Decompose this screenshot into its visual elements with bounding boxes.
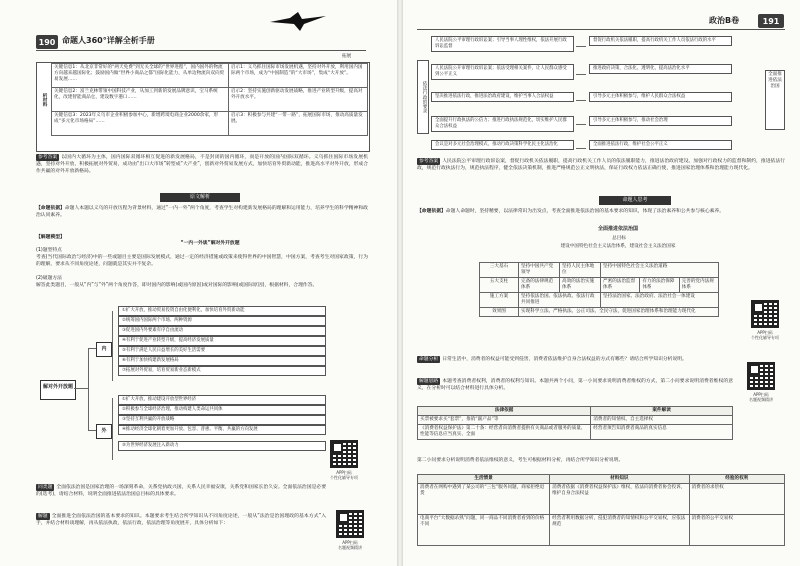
question2-paragraph <box>417 356 733 363</box>
qr-caption: APP扫码 名题视频精讲 <box>338 540 362 550</box>
answer-paragraph <box>36 154 368 175</box>
material-rows <box>51 63 368 136</box>
q2-tag: 命题分析 <box>419 357 439 362</box>
table-cell: 《消费者权益保护法》第二十条：经营者向消费者提供有关商品或者服务的质量、性能等信息应当真实、全面 <box>418 425 591 440</box>
table-cell: 买票被要求买“套票”，推销“副产品”等 <box>418 416 591 425</box>
flow-box: 全面提升行政执法的公信力；推进行政执法规范化，切实维护人民群众合法权益 <box>431 116 574 132</box>
material-label: 析材料 <box>42 93 47 107</box>
mindmap-outer-node: 外 <box>96 424 112 439</box>
flow-box: 坚决推进依法行政，推进法治政府建设，维护当事人合法权益 <box>431 92 574 102</box>
answer-tag: 参考答案 <box>38 155 58 160</box>
qr-code-icon[interactable] <box>336 510 364 538</box>
column-header: 生活情景 <box>418 475 550 484</box>
connector <box>88 348 89 430</box>
mindmap-inner-node: 内 <box>96 342 112 357</box>
grid-cell: 坚持中国共产党领导 <box>519 263 560 278</box>
grid-cell: 有力的法治保障体系 <box>640 278 679 293</box>
table-cell: 消费者依据《消费者权益保护法》维权，依法向消费者协会投诉，维护自身合法权益 <box>550 484 689 515</box>
qr-caption: APP扫码 名题视频精讲 <box>749 392 773 402</box>
flow-arrow <box>576 124 586 125</box>
flow-arrow <box>576 74 586 75</box>
table-cell: 消费者的知情权、自主选择权 <box>591 416 733 425</box>
connector <box>88 348 96 349</box>
table-header-row <box>418 407 733 416</box>
page-header-title: 命题人360°详解全析手册 <box>62 36 155 45</box>
table-row <box>418 484 785 515</box>
answer-paragraph <box>417 158 785 172</box>
table-cell: 消费者在网购中遇到了某公司的“三包”服务问题，商家拒绝退货 <box>418 484 550 515</box>
material-key: 关键信息1：从北京非常好的“两天免费”到无关全球的“世界进程”，国内国外的物流方向越来越国际化；鼓励国内做“世界小商品之都”国际化能力，从单边物流向双向贸易发展…… <box>52 64 229 88</box>
flow-result-box: 推进政府决策，合法化、透明化，提高法治化水平 <box>589 64 732 74</box>
table-cell: 电商平台“大数据杀熟”问题，同一商品不同消费者看到的价格不同 <box>418 515 550 546</box>
rights-table <box>417 474 785 546</box>
connector <box>88 430 96 431</box>
flow-conclusion: 全面推进依法治国 <box>765 70 785 130</box>
qr-caption: APP扫码 个性化辅导专项 <box>330 470 358 480</box>
material-insight: 启示2：坚持实施创新驱动发展战略，推进产业转型升级，提高对外开放水平。 <box>228 88 367 112</box>
grid-cell: 坚持依法治国、依法执政、依法行政共同推进 <box>519 293 601 308</box>
mindmap-center: 解对外开放题 <box>40 380 76 400</box>
left-page <box>0 0 397 566</box>
principle-grid <box>479 262 719 317</box>
flow-arrow <box>576 100 586 101</box>
qr-code-icon[interactable] <box>751 300 779 328</box>
diagram-title: 全面推进依法治国 <box>597 226 638 232</box>
method-label: 【解题模型】 <box>36 235 65 240</box>
table-row <box>480 278 719 293</box>
step2-text: 解答此类题目，一般从“内”与“外”两个角度作答，即对国内的影响(或国内原因)或对国际的影响(或国际原因)，根据材料，合理作答。 <box>36 283 318 288</box>
connector <box>112 398 113 460</box>
grid-cell: 坚持法治国家、法治政府、法治社会一体建设 <box>601 293 719 308</box>
outer-item: ⑤为世界经济发展注入新动力 <box>118 441 326 451</box>
command-label: 【命题依据】 <box>417 209 446 214</box>
column-header: 材料知识 <box>550 475 689 484</box>
column-header: 经验的权利 <box>689 475 784 484</box>
table-row <box>480 263 719 278</box>
section-title: 命题人思考 <box>599 196 671 205</box>
column-header: 法律依据 <box>418 407 591 416</box>
law-table-grid <box>417 406 733 440</box>
rights-table-grid <box>417 474 785 546</box>
grid-cell: 坚持人民主体地位 <box>560 263 601 278</box>
material-insight: 启示1：义乌抓住国际市场发展机遇，坚持对外开放，利用国内国际两个市场，成为“中国制造”的“大市场”，集成“大开放”。 <box>228 64 367 88</box>
outer-item: ②积极参与全球经济治理，推动构建人类命运共同体 <box>118 405 326 415</box>
row-label: 三大基石 <box>480 263 519 278</box>
foot-text: 全面依法治国是国家治理的一场深刻革命，关系党执政兴国，关系人民幸福安康，关系党和国家长治久安。全面依法治国是必要的(选考)，请结合材料，说明全面推进依法治国总目标的具体要求。 <box>36 485 326 497</box>
flow-box: 人民法院公开审理行政诉讼案；依法受理相关案件，让人民群众感受到公平正义 <box>431 64 574 80</box>
row-label: 五大支柱 <box>480 278 519 293</box>
command-label: 【命题依据】 <box>36 206 65 211</box>
grid-cell: 实现科学立法、严格执法、公正司法、全民守法，促进国家治理体系和治理能力现代化 <box>519 308 719 317</box>
foot-paragraph-1 <box>36 484 326 498</box>
table-row <box>418 515 785 546</box>
table-row <box>418 416 733 425</box>
q2-tag: 解题思路 <box>419 379 439 384</box>
inner-item: ④有利于促进产业转型升级，提高经济发展质量 <box>118 336 326 346</box>
inner-item: ①扩大开放，推动贸易投资自由化便利化，加快培育外贸新动能 <box>118 306 326 316</box>
qr-code-icon[interactable] <box>330 440 358 468</box>
command-paragraph <box>36 205 368 219</box>
inner-item: ⑤有利于满足人民日益增长的美好生活需要 <box>118 346 326 356</box>
law-table <box>417 406 733 440</box>
flow-arrow <box>576 46 586 47</box>
inner-item: ⑥有利于加快构建新发展格局 <box>118 356 326 366</box>
qr-code-icon[interactable] <box>747 362 775 390</box>
question2-analysis <box>417 378 733 392</box>
command-text: 命题人本题以义乌的开放历程为背景材料，通过“一内一外”两个角度，考查学生对构建新发展格局的理解和运用能力，培养学生的科学精神和政治认同素养。 <box>36 206 368 218</box>
table-row <box>52 112 368 136</box>
answer-text: 以国内大循环为主体，国内国际双循环相互促进的新发展格局，不是封闭的国内循环，而是开放的国内国际双循环。义乌抓住国际市场发展机遇，坚持对外开放，积极拓展对外贸易，成功由“出口大市场”转型成“大产业”，创新对外贸易发展方式，加快培育外贸新动能，推进高水平对外开放，形成合作共赢的对外开放新格局。 <box>36 155 368 174</box>
page-number: 191 <box>758 14 784 28</box>
page-number: 190 <box>36 35 58 49</box>
grid-cell: 完善的党内法规体系 <box>679 278 718 293</box>
inner-item: ③促进国内外要素有序自由流动 <box>118 326 326 336</box>
table-row <box>480 308 719 317</box>
section-title: 原文解析 <box>160 193 240 202</box>
principle-table <box>479 262 719 317</box>
step1-text: 考查(当代国际政治与经济)中的一些或题目主要是国际发展模式，通过一定的经济措施或政策来使得世界的中国智慧，中国方案，考查考生对国家政策，行为的理解，要求从不同角度论述，问题就是其实并不复杂。 <box>36 255 368 267</box>
material-analysis-table <box>36 62 370 152</box>
command-paragraph <box>417 208 785 215</box>
flow-result-box: 督促行政机关依法履职，提高行政机关工作人员依法行政的水平 <box>589 36 732 46</box>
flow-box: 人民法院公平审理行政诉讼案；引导当事人理性维权，依法开展行政诉讼监督 <box>431 36 574 52</box>
row-label: 效果图 <box>480 308 519 317</box>
question3-text: 第二小问要求分析说明消费者依法维权的意义，考生可根据材料分析，再结合所学知识分析说明。 <box>417 458 624 463</box>
diagram-subtitle: 建设中国特色社会主义法治体系，建设社会主义法治国家 <box>560 244 676 249</box>
inner-item: ⑦拓展对外贸易，培育贸易新业态新模式 <box>118 366 326 376</box>
connector <box>74 388 88 389</box>
flow-result-box: 引导多元主体积极参与，推动社会治理 <box>589 116 732 126</box>
table-header-row <box>418 475 785 484</box>
material-insight: 启示3：积极参与共建“一带一路”，拓展国际市场，推动高质量发展。 <box>228 112 367 136</box>
table-row <box>480 293 719 308</box>
connector <box>112 311 113 381</box>
answer-tag: 参考答案 <box>419 159 439 164</box>
flow-result-box: 全面推进依法行政，维护社会公平正义 <box>589 140 732 150</box>
table-row <box>52 88 368 112</box>
foot-tag: 解题 <box>38 514 48 519</box>
command-text: 命题人命题时，坚持精要，以法律常识为出发点，考查全面推进依法治国的基本要求的知识，体现了法治素养和公共参与核心素养。 <box>445 209 725 214</box>
flow-result-box: 引导多元主体积极参与，维护人民群众合法权益 <box>589 92 732 102</box>
outer-item: ①扩大开放，推动建设开放型世界经济 <box>118 395 326 405</box>
step1-title: (1)题型特点 <box>36 248 62 253</box>
qr-caption: APP扫码 个性化辅导专项 <box>751 330 779 340</box>
diagram-top: 总目标 <box>612 236 626 241</box>
table-cell: 经营者利用数据分析，侵犯消费者的知情权和公平交易权，应依法规范 <box>550 515 689 546</box>
method-title: “一内一外谈”解对外开放题 <box>180 241 240 246</box>
answer-text: 人民法院公平审理行政诉讼案，督促行政机关依法履职，提高行政机关工作人员的依法履职能力，推进法治政府建设。加强对行政权力的监督和制约，推进依法行政，规范行政执法行为，规范执法程序，健全依法决策机制，推进严格规范公正文明执法，保证行政权力依法正确行使，推进国家治理体系和治理能力现代化。 <box>417 159 785 171</box>
column-header: 案件解读 <box>591 407 733 416</box>
inner-item: ②统筹国内国际两个市场、两种资源 <box>118 316 326 326</box>
table-row <box>52 64 368 88</box>
flow-box: 会议是对多元社会治理模式，推动行政决策科学化民主化法治化 <box>431 140 574 150</box>
table-cell: 消费者的公平交易权 <box>689 515 784 546</box>
grid-cell: 严密的法治监督体系 <box>601 278 640 293</box>
table-cell: 经营者须告知消费者商品的真实信息 <box>591 425 733 440</box>
outer-item: ③坚持互利共赢的开放战略 <box>118 415 326 425</box>
q2-text: 本题考查消费者权利，消费者的权利与知识。本题共两个小问，第一小问要求说明消费者维权的方式，第二小问要求说明消费者维权的意义，在分析时可以结合材料进行具体分析。 <box>417 379 733 391</box>
foot-tag: 同类题 <box>38 485 53 490</box>
table-cell: 消费者的求偿权 <box>689 484 784 515</box>
material-key: 关键信息3：2023年义乌市企业积极参加中心，新增跨境电商企业2000余家，形成“多元化市场格局”…… <box>52 112 229 136</box>
foot-paragraph-2 <box>36 513 326 527</box>
right-page <box>403 0 800 566</box>
table-row <box>418 425 733 440</box>
bird-icon <box>268 10 328 32</box>
header-rule <box>417 29 785 30</box>
grid-cell: 高效的法治实施体系 <box>560 278 601 293</box>
step2-title: (2)破题方法 <box>36 276 62 281</box>
page-header-title: 政治B卷 <box>709 16 740 25</box>
grid-cell: 完备的法律规范体系 <box>519 278 560 293</box>
foot-text: 全面推进全面依法治国的基本要求的知识。本题要求考生结合所学知识从不同角度论述，一般从“法治是治国理政的基本方式”入手，并结合材料谈理解，再从依法执政，依法行政，依法治理等角度展开，具体分析如下： <box>36 514 326 526</box>
q2-text: 日常生活中，消费者的权益可能受到侵害，消费者依法维护自身合法权益的方式有哪些？请结合所学知识分析说明。 <box>442 357 687 362</box>
flow-side-label: 依法行政的要求 <box>417 60 429 134</box>
header-rule <box>36 50 366 51</box>
extension-label: 拓展 <box>342 54 352 59</box>
row-label: 施工方案 <box>480 293 519 308</box>
flow-arrow <box>576 148 586 149</box>
material-key: 关键信息2：富兰克林带领中国科技产业，从加工到新的发展品牌意识，宝马系统化，改建智能商品仓，建设数字港口…… <box>52 88 229 112</box>
grid-cell: 坚持中国特色社会主义法治道路 <box>601 263 719 278</box>
outer-item: ④推动经济全球化朝着更加开放、包容、普惠、平衡、共赢的方向发展 <box>118 425 326 435</box>
